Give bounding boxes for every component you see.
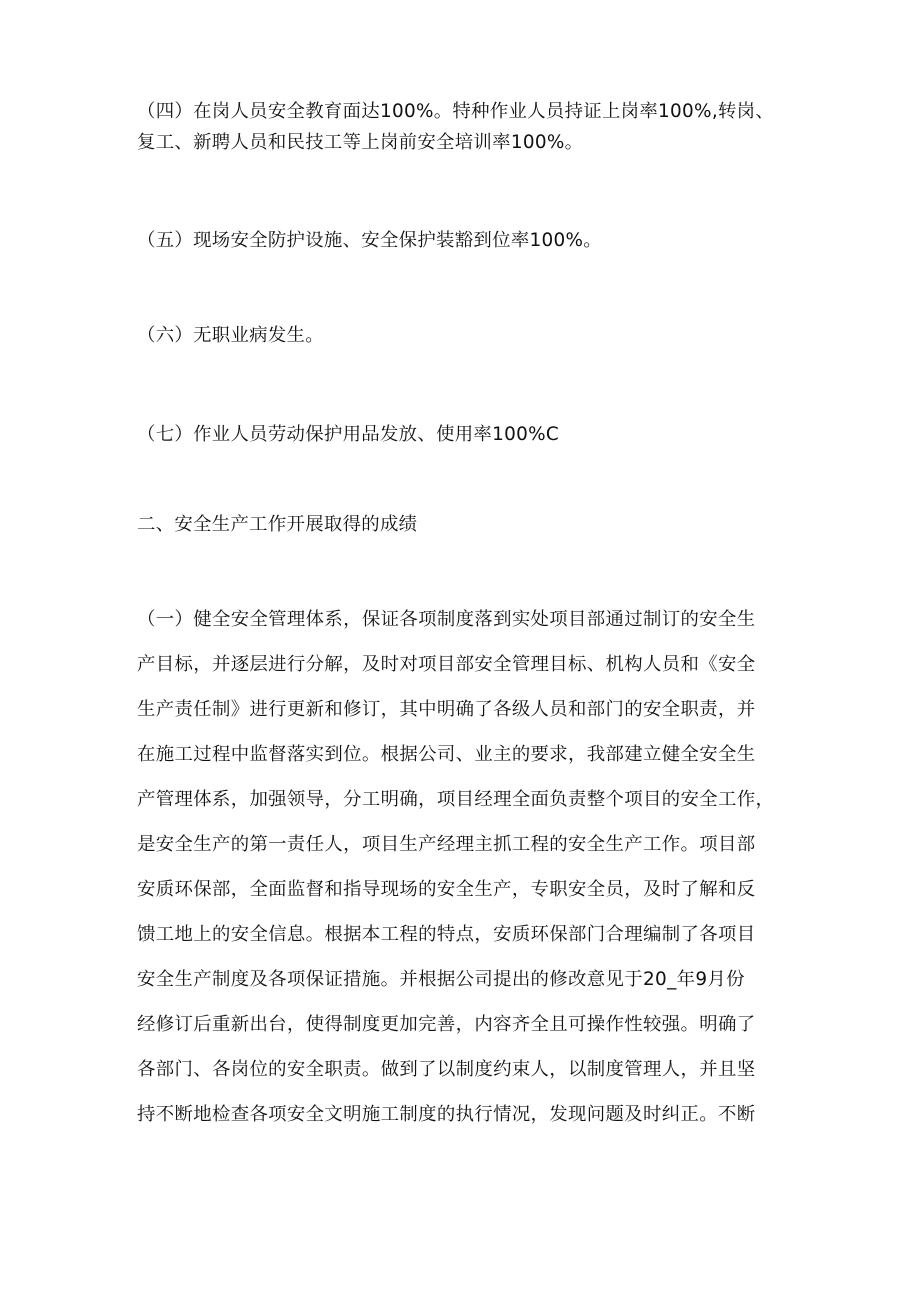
paragraph-line-4: 在施工过程中监督落实到位。根据公司、业主的要求，我部建立健全安全生 xyxy=(137,744,756,765)
list-item-4-line-2: 复工、新聘人员和民技工等上岗前安全培训率100%。 xyxy=(137,132,584,153)
paragraph-line-11: 各部门、各岗位的安全职责。做到了以制度约束人，以制度管理人，并且坚 xyxy=(137,1059,756,1080)
paragraph-line-1: （一）健全安全管理体系，保证各项制度落到实处项目部通过制订的安全生 xyxy=(137,609,756,630)
paragraph-line-10: 经修订后重新出台，使得制度更加完善，内容齐全且可操作性较强。明确了 xyxy=(137,1014,756,1035)
section-heading: 二、安全生产工作开展取得的成绩 xyxy=(137,514,418,535)
list-item-7: （七）作业人员劳动保护用品发放、使用率100%C xyxy=(137,424,560,445)
paragraph-line-7: 安质环保部，全面监督和指导现场的安全生产，专职安全员，及时了解和反 xyxy=(137,879,756,900)
paragraph-line-8: 馈工地上的安全信息。根据本工程的特点，安质环保部门合理编制了各项目 xyxy=(137,924,756,945)
paragraph-line-12: 持不断地检查各项安全文明施工制度的执行情况，发现问题及时纠正。不断 xyxy=(137,1104,756,1125)
list-item-5: （五）现场安全防护设施、安全保护装豁到位率100%。 xyxy=(137,230,602,251)
paragraph-line-3: 生产责任制》进行更新和修订，其中明确了各级人员和部门的安全职责，并 xyxy=(137,699,756,720)
paragraph-line-6: 是安全生产的第一责任人，项目生产经理主抓工程的安全生产工作。项目部 xyxy=(137,834,756,855)
paragraph-line-2: 产目标，并逐层进行分解，及时对项目部安全管理目标、机构人员和《安全 xyxy=(137,654,756,675)
paragraph-line-9: 安全生产制度及各项保证措施。并根据公司提出的修改意见于20_年9月份 xyxy=(137,969,745,990)
list-item-6: （六）无职业病发生。 xyxy=(137,325,324,346)
paragraph-line-5: 产管理体系，加强领导，分工明确，项目经理全面负责整个项目的安全工作， xyxy=(137,789,775,810)
list-item-4-line-1: （四）在岗人员安全教育面达100%。特种作业人员持证上岗率100%,转岗、 xyxy=(137,101,775,122)
